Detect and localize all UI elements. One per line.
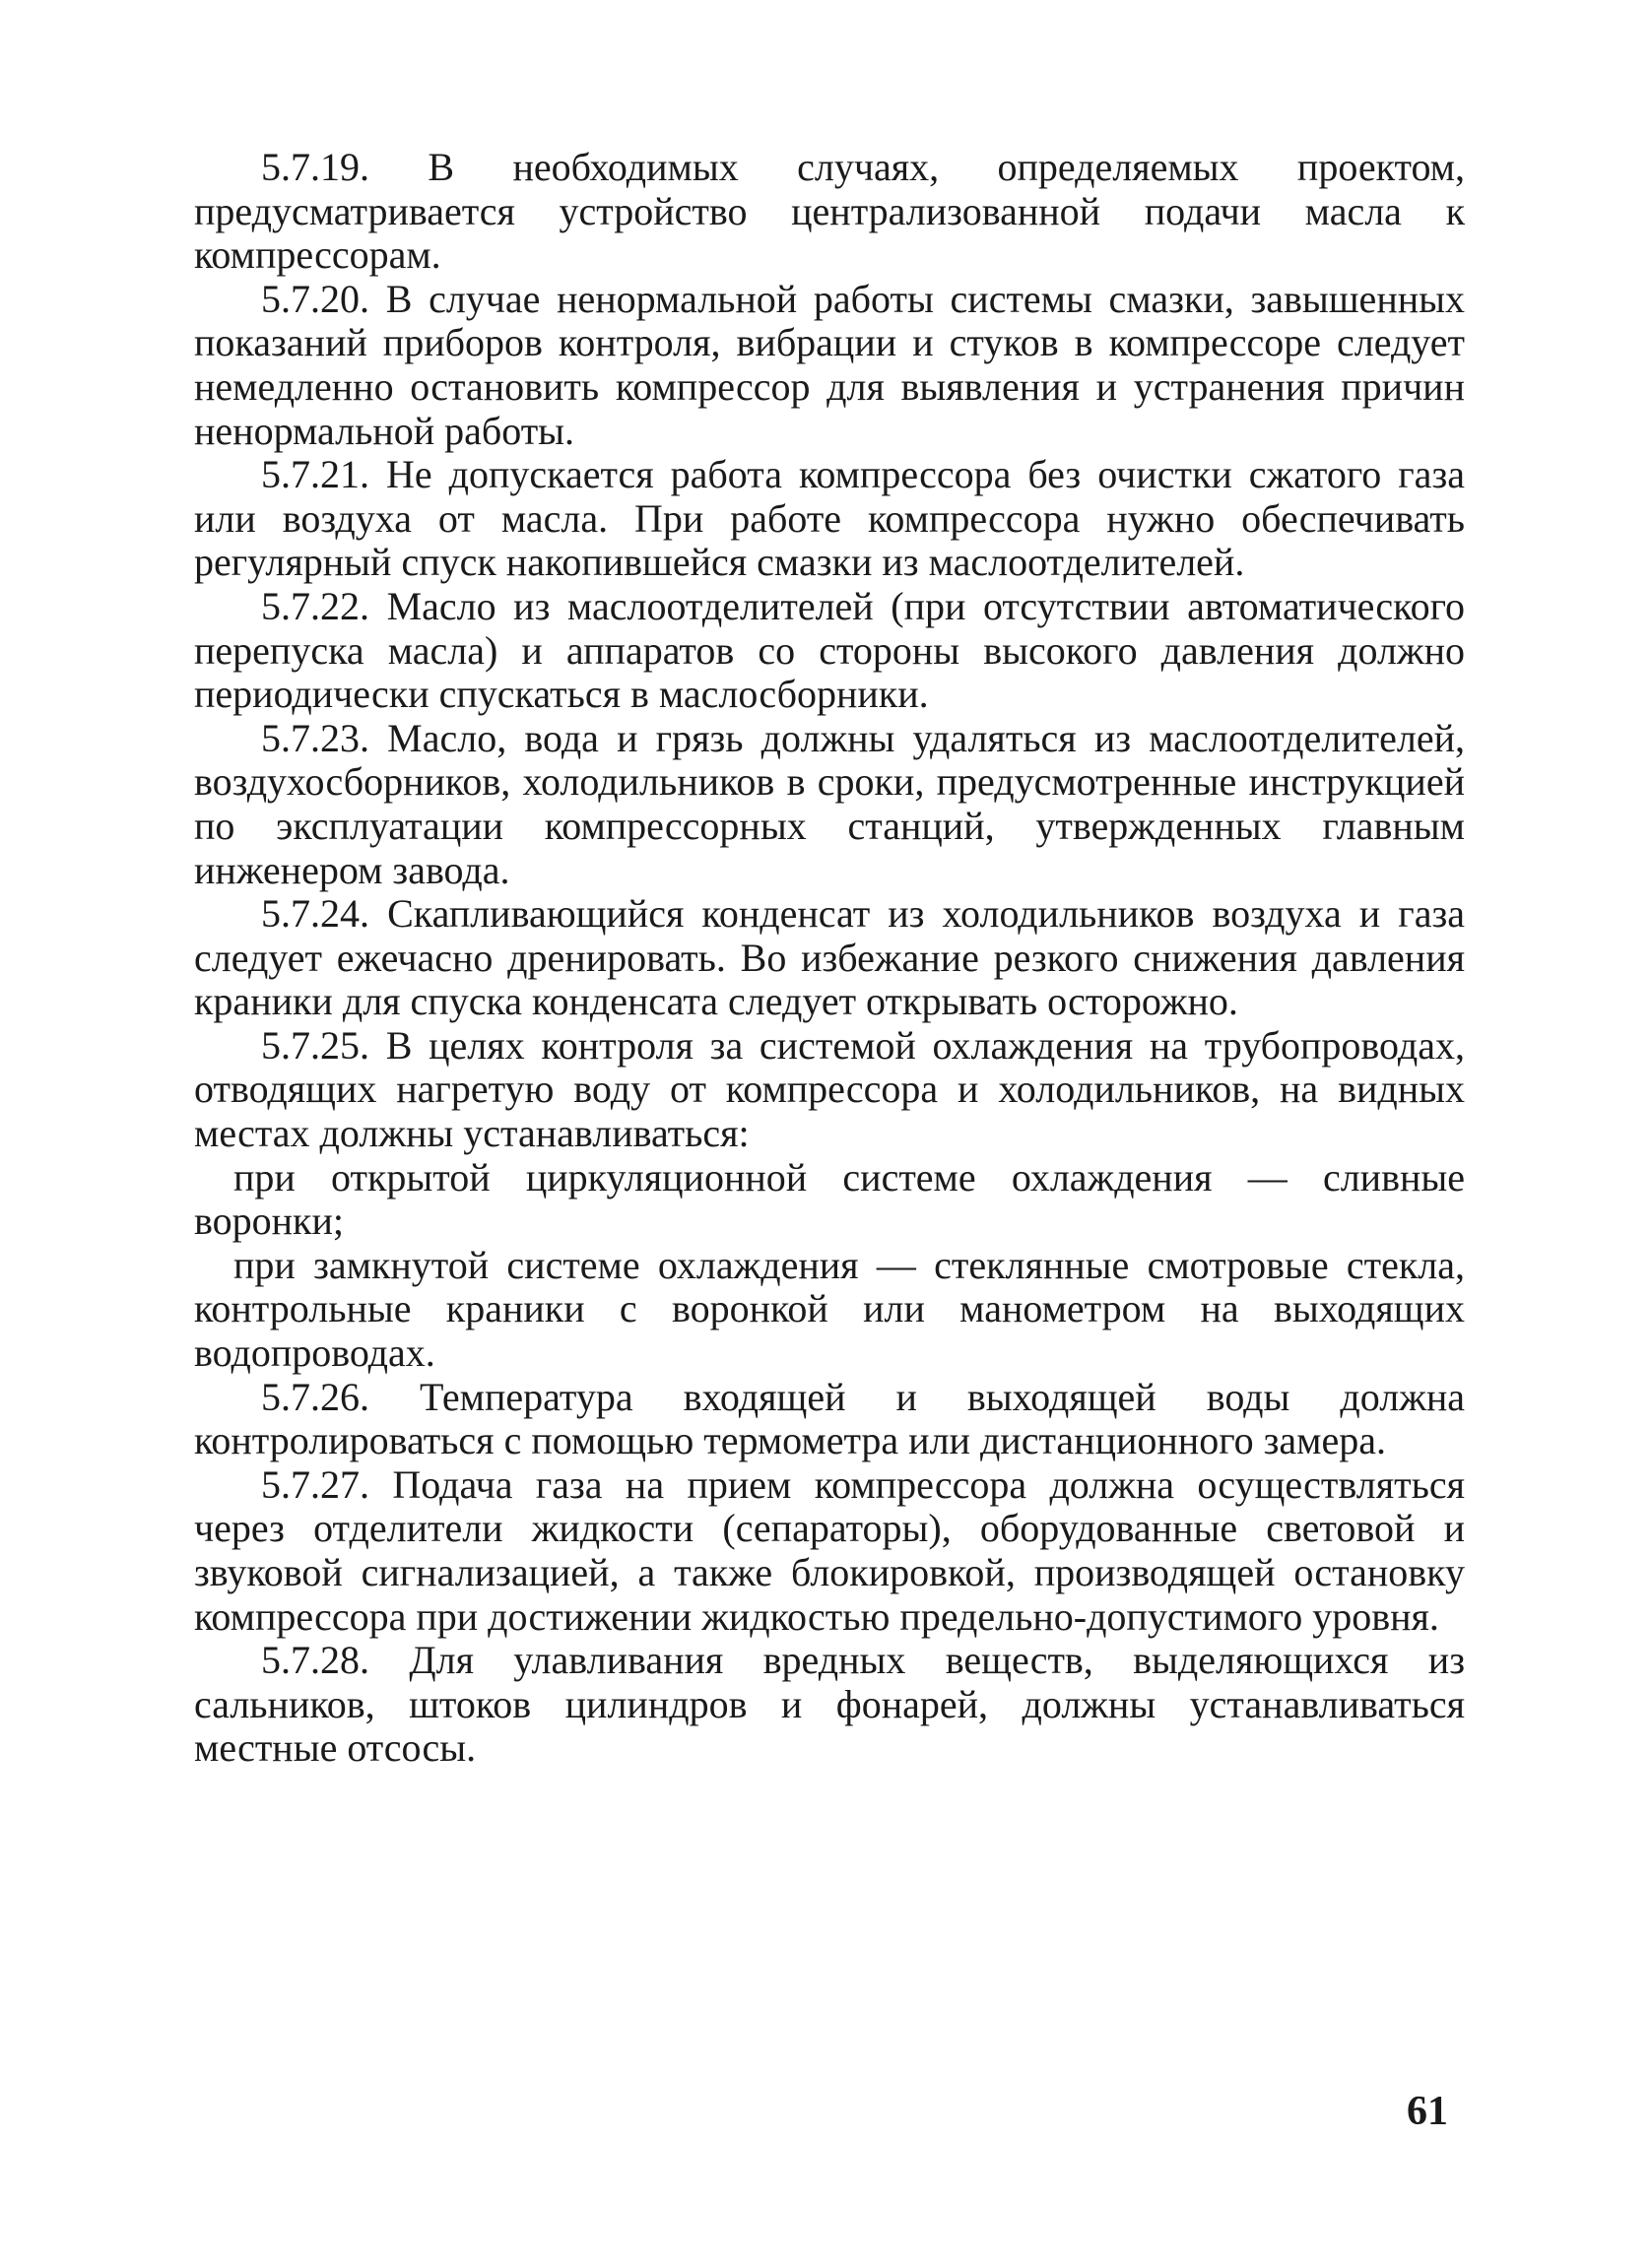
paragraph-5-7-23: 5.7.23. Масло, вода и грязь должны удаляться из маслоотделителей, воздухосборников, холодильников в сроки, предусмотренные инструкцией по эксплуатации компрессорных станций, утвержденных главным инженером завода.: [194, 715, 1465, 892]
paragraph-5-7-24: 5.7.24. Скапливающийся конденсат из холодильников воздуха и газа следует ежечасно дренировать. Во избежание резкого снижения давления краники для спуска конденсата следует открывать осторожно.: [194, 891, 1465, 1024]
paragraph-5-7-22: 5.7.22. Масло из маслоотделителей (при отсутствии автоматического перепуска масла) и аппаратов со стороны высокого давления должно периодически спускаться в маслосборники.: [194, 583, 1465, 717]
paragraph-5-7-25-closed-system: при замкнутой системе охлаждения — стеклянные смотровые стекла, контрольные краники с воронкой или манометром на выходящих водопроводах.: [194, 1242, 1465, 1376]
paragraph-5-7-20: 5.7.20. В случае ненормальной работы системы смазки, завышенных показаний приборов контроля, вибрации и стуков в компрессоре следует немедленно остановить компрессор для выявления и устранения причин ненормальной работы.: [194, 276, 1465, 453]
paragraph-5-7-25-open-system: при открытой циркуляционной системе охлаждения — сливные воронки;: [194, 1154, 1465, 1244]
paragraph-5-7-26: 5.7.26. Температура входящей и выходящей воды должна контролироваться с помощью термометра или дистанционного замера.: [194, 1374, 1465, 1463]
body-text: [194, 146, 1465, 1771]
paragraph-5-7-25: 5.7.25. В целях контроля за системой охлаждения на трубопроводах, отводящих нагретую воду от компрессора и холодильников, на видных местах должны устанавливаться:: [194, 1022, 1465, 1156]
paragraph-5-7-28: 5.7.28. Для улавливания вредных веществ, выделяющихся из сальников, штоков цилиндров и фонарей, должны устанавливаться местные отсосы.: [194, 1638, 1465, 1771]
paragraph-5-7-19: 5.7.19. В необходимых случаях, определяемых проектом, предусматривается устройство централизованной подачи масла к компрессорам.: [194, 145, 1465, 278]
paragraph-5-7-27: 5.7.27. Подача газа на прием компрессора должна осуществляться через отделители жидкости (сепараторы), оборудованные световой и звуковой сигнализацией, а также блокировкой, производящей остановку компрессора при достижении жидкостью предельно-допустимого уровня.: [194, 1461, 1465, 1639]
page-number: 61: [1407, 2089, 1448, 2134]
paragraph-5-7-21: 5.7.21. Не допускается работа компрессора без очистки сжатого газа или воздуха от масла. При работе компрессора нужно обеспечивать регулярный спуск накопившейся смазки из маслоотделителей.: [194, 452, 1465, 585]
